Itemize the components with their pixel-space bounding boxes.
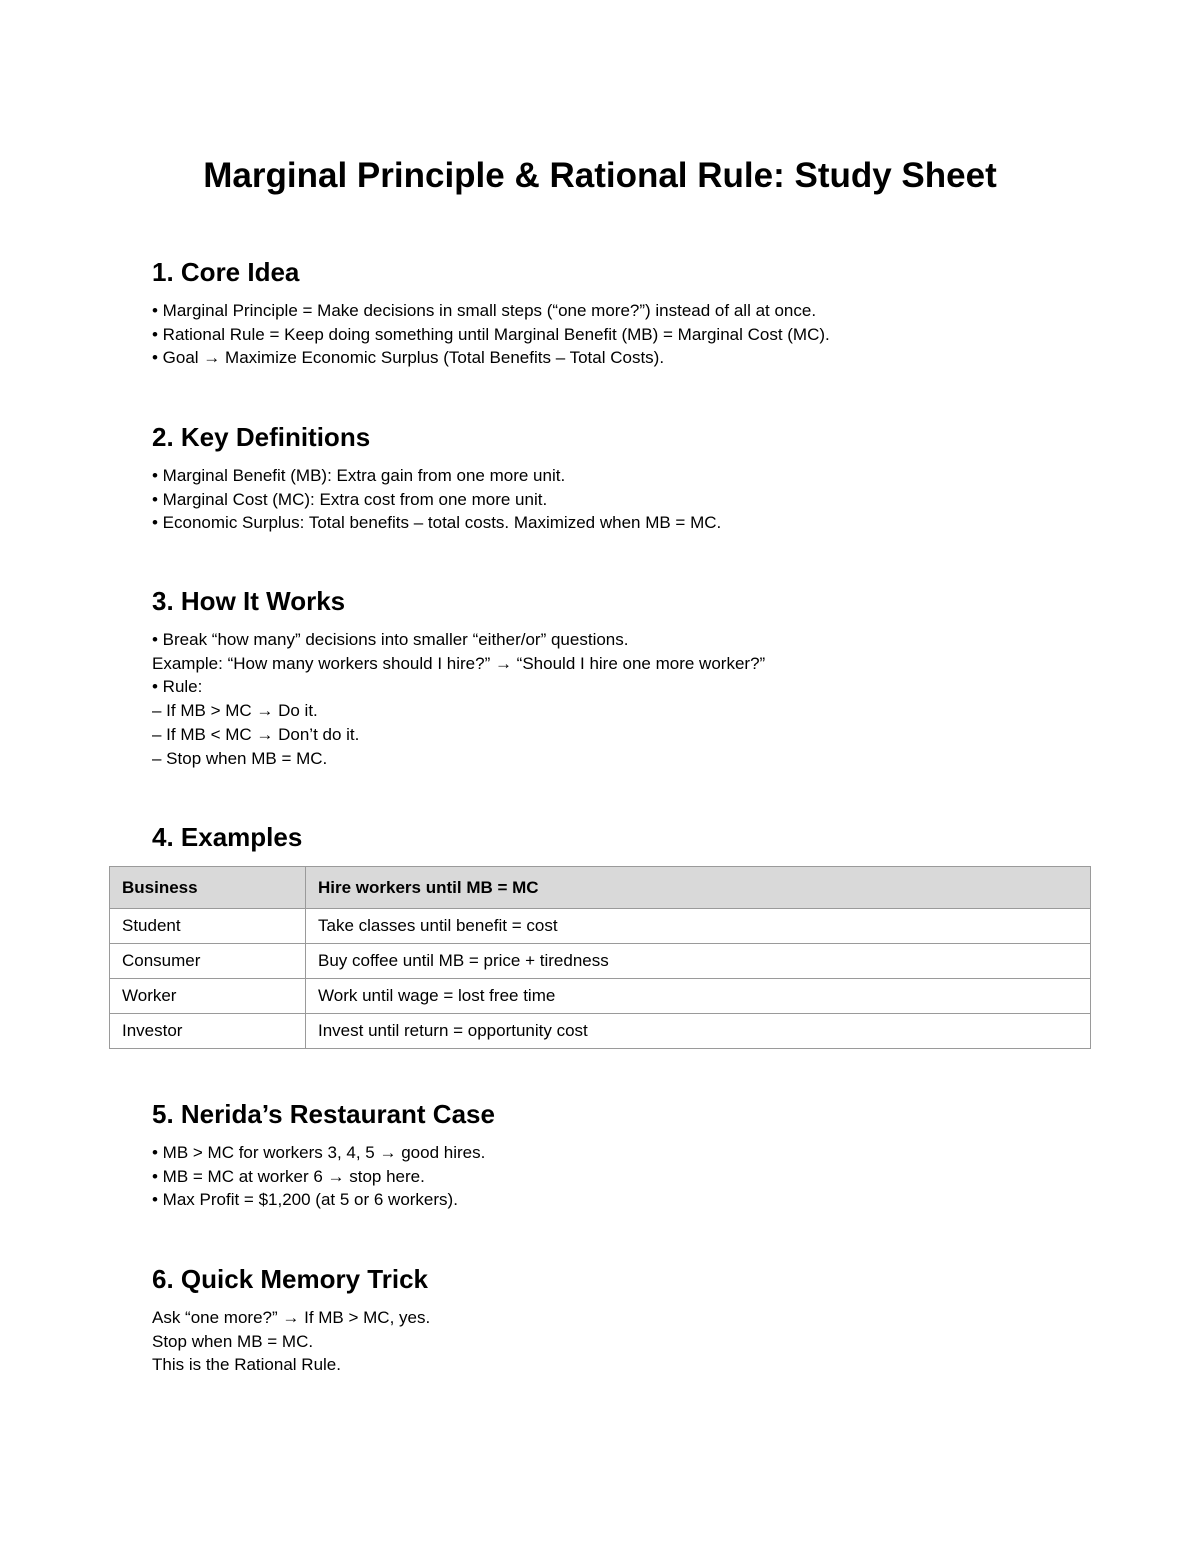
section-restaurant-case <box>152 1098 1112 1212</box>
table-cell: Consumer <box>110 944 306 979</box>
section-core-idea <box>152 256 1112 370</box>
table-header-row <box>110 867 1091 909</box>
table-row <box>110 909 1091 944</box>
rule-line: – If MB < MC → Don’t do it. <box>152 724 360 744</box>
table-cell: Invest until return = opportunity cost <box>306 1014 1091 1049</box>
table-cell: Student <box>110 909 306 944</box>
bullet-line: • Marginal Benefit (MB): Extra gain from one more unit. <box>152 466 566 485</box>
section-heading: 4. Examples <box>152 822 303 852</box>
section-how-it-works <box>152 585 1112 770</box>
rule-line: – If MB > MC → Do it. <box>152 701 318 721</box>
table-cell: Take classes until benefit = cost <box>306 909 1091 944</box>
table-row <box>110 979 1091 1014</box>
bullet-line: • Break “how many” decisions into smaller “either/or” questions. <box>152 630 629 649</box>
table-cell: Worker <box>110 979 306 1014</box>
table-header-cell: Hire workers until MB = MC <box>306 867 1091 909</box>
bullet-line: • MB > MC for workers 3, 4, 5 → good hires. <box>152 1143 486 1162</box>
bullet-line: • Max Profit = $1,200 (at 5 or 6 workers). <box>152 1190 458 1210</box>
page-title: Marginal Principle & Rational Rule: Study Sheet <box>203 156 997 195</box>
bullet-line: • Rule: <box>152 677 203 697</box>
section-heading: 3. How It Works <box>152 586 346 616</box>
bullet-line: • Economic Surplus: Total benefits – total costs. Maximized when MB = MC. <box>152 513 722 533</box>
text-line: Ask “one more?” → If MB > MC, yes. <box>152 1308 431 1327</box>
bullet-line: • MB = MC at worker 6 → stop here. <box>152 1166 425 1186</box>
text-line: This is the Rational Rule. <box>152 1355 341 1375</box>
section-heading: 2. Key Definitions <box>152 422 371 452</box>
table-header-cell: Business <box>110 867 306 909</box>
section-memory-trick <box>152 1263 1112 1377</box>
table-cell: Buy coffee until MB = price + tiredness <box>306 944 1091 979</box>
bullet-line: • Rational Rule = Keep doing something until Marginal Benefit (MB) = Marginal Cost (MC). <box>152 324 830 344</box>
section-heading: 1. Core Idea <box>152 257 300 287</box>
bullet-line: • Goal → Maximize Economic Surplus (Total Benefits – Total Costs). <box>152 348 665 368</box>
section-heading: 5. Nerida’s Restaurant Case <box>152 1099 495 1129</box>
text-line: Stop when MB = MC. <box>152 1331 314 1351</box>
table-row <box>110 1014 1091 1049</box>
bullet-line: • Marginal Principle = Make decisions in small steps (“one more?”) instead of all at once. <box>152 301 817 320</box>
table-cell: Investor <box>110 1014 306 1049</box>
table-cell: Work until wage = lost free time <box>306 979 1091 1014</box>
examples-table <box>109 866 1091 1049</box>
section-key-definitions <box>152 421 1112 535</box>
bullet-line: • Marginal Cost (MC): Extra cost from one more unit. <box>152 489 548 509</box>
section-examples <box>152 821 1112 864</box>
example-line: Example: “How many workers should I hire?” → “Should I hire one more worker?” <box>152 653 766 673</box>
rule-line: – Stop when MB = MC. <box>152 748 328 768</box>
table-row <box>110 944 1091 979</box>
section-heading: 6. Quick Memory Trick <box>152 1264 429 1294</box>
